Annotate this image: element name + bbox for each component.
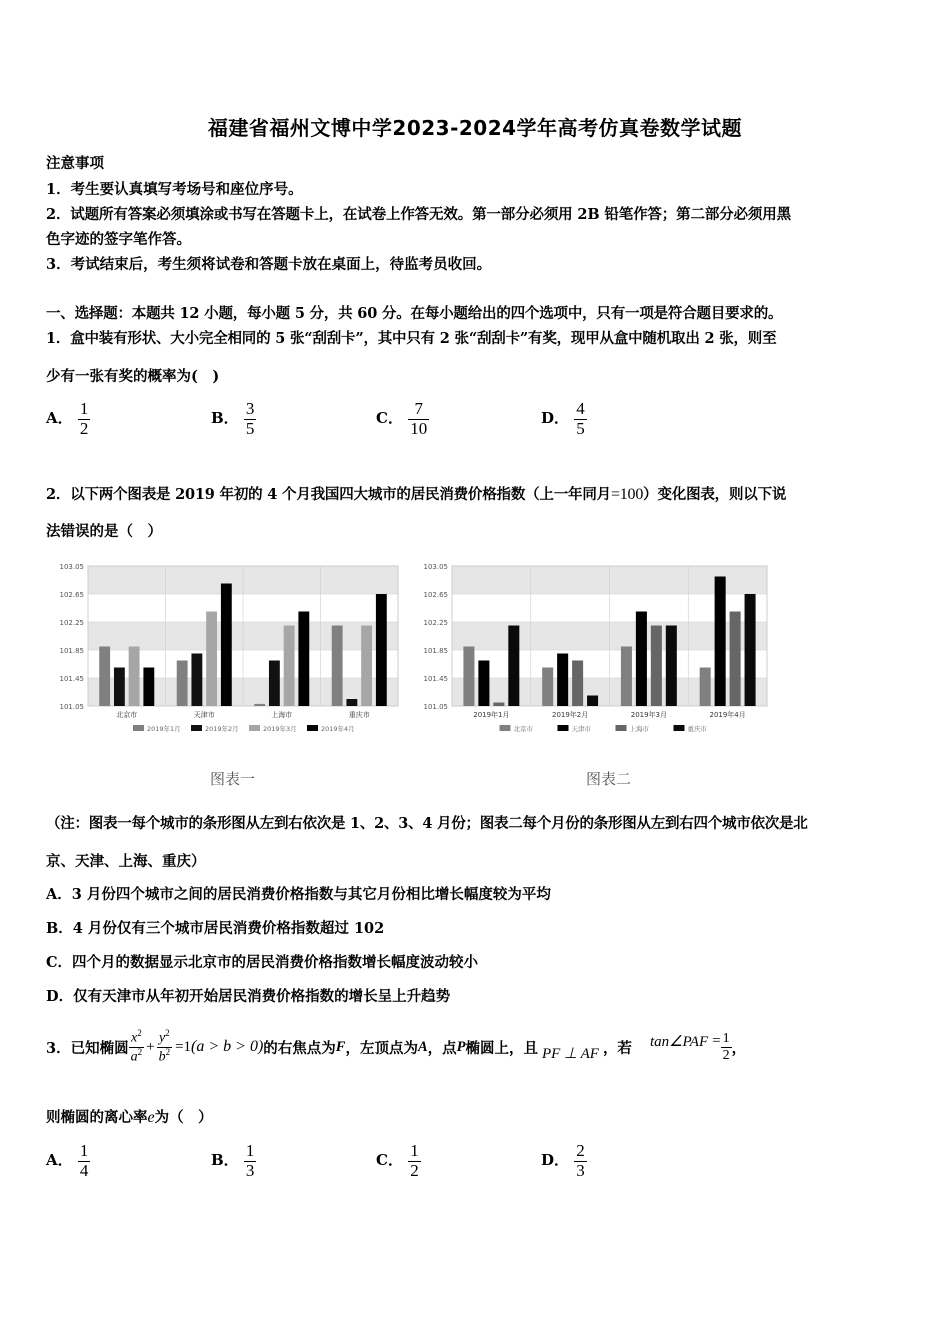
legend-swatch	[500, 725, 511, 731]
q2-note-line1: （注：图表一每个城市的条形图从左到右依次是 1、2、3、4 月份；图表二每个月份的条形图从左到右四个城市依次是北	[46, 815, 808, 832]
q2-note-line2: 京、天津、上海、重庆）	[46, 853, 206, 870]
chart-one-caption: 图表一	[210, 770, 256, 788]
bar	[478, 661, 489, 707]
bar	[269, 661, 280, 707]
bar	[206, 612, 217, 707]
bar	[508, 626, 519, 707]
q1-option-d[interactable]	[541, 400, 587, 438]
option-fraction: $\frac{7}{10}$	[410, 399, 428, 438]
legend-swatch	[674, 725, 685, 731]
y-tick-label: 103.05	[59, 563, 84, 571]
notice-item-2: 2．试题所有答案必须填涂或书写在答题卡上，在试卷上作答无效。第一部分必须用 2B 铅笔作答；第二部分必须用黑	[46, 206, 791, 223]
legend-label: 天津市	[571, 725, 591, 733]
q2-stem-line1: 2．以下两个图表是 2019 年初的 4 个月我国四大城市的居民消费价格指数（上一年同月=100）变化图表，则以下说	[46, 486, 787, 503]
legend-label: 北京市	[513, 725, 533, 733]
option-fraction: $\frac{1}{3}$	[245, 1141, 255, 1180]
x-tick-label: 2019年2月	[551, 711, 589, 719]
section-heading: 一、选择题：本题共 12 小题，每小题 5 分，共 60 分。在每小题给出的四个选项中，只有一项是符合题目要求的。	[46, 305, 783, 322]
q3-option-b[interactable]	[211, 1142, 256, 1180]
option-fraction: $\frac{1}{2}$	[79, 399, 89, 438]
q3-option-a[interactable]	[46, 1142, 90, 1180]
option-fraction: $\frac{2}{3}$	[576, 1141, 585, 1180]
bar	[191, 654, 202, 707]
ellipse-y-term: $\frac{y^2}{b^2}$	[158, 1028, 171, 1065]
x-tick-label: 2019年3月	[630, 711, 668, 719]
q1-option-c[interactable]	[376, 400, 429, 438]
q2-stem-line2: 法错误的是（ ）	[46, 523, 162, 540]
q1-stem-line2: 少有一张有奖的概率为( )	[46, 368, 220, 385]
bar	[114, 668, 125, 707]
q3-stem-line1: 3．已知椭圆 $\frac{x^2}{a^2}$ + $\frac{y^2}{b^2}$ =1 (a > b > 0) 的右焦点为 F ，左顶点为 A ，点 P 椭圆上，且 PF ⊥ AF ，若 tan∠PAF = $\frac{1}{2}$ ，	[46, 1028, 747, 1065]
q1-option-b[interactable]	[211, 400, 256, 438]
bar	[284, 626, 295, 707]
q2-option-a[interactable]: A．3 月份四个城市之间的居民消费价格指数与其它月份相比增长幅度较为平均	[46, 886, 551, 903]
option-label: A．	[46, 1151, 73, 1170]
x-tick-label: 2019年4月	[709, 711, 746, 719]
bar	[730, 612, 741, 707]
legend-label: 2019年3月	[263, 725, 297, 733]
y-tick-label: 103.05	[423, 563, 448, 571]
y-tick-label: 102.65	[423, 591, 448, 599]
x-tick-label: 重庆市	[348, 711, 370, 719]
bar	[346, 699, 357, 706]
option-label: D．	[541, 409, 570, 428]
y-tick-label: 102.65	[59, 591, 84, 599]
option-label: C．	[376, 1151, 403, 1170]
bar	[572, 661, 583, 707]
legend-swatch	[191, 725, 202, 731]
y-tick-label: 102.25	[423, 619, 448, 627]
bar	[715, 577, 726, 707]
legend-label: 2019年1月	[147, 725, 181, 733]
x-tick-label: 天津市	[193, 711, 215, 719]
bar	[298, 612, 309, 707]
y-tick-label: 101.05	[59, 703, 84, 711]
ellipse-x-term: $\frac{x^2}{a^2}$	[130, 1028, 143, 1065]
legend-label: 2019年4月	[321, 725, 355, 733]
bar	[129, 647, 140, 707]
legend-swatch	[307, 725, 318, 731]
q2-option-b[interactable]: B．4 月份仅有三个城市居民消费价格指数超过 102	[46, 920, 385, 937]
q3-option-d[interactable]	[541, 1142, 587, 1180]
legend-swatch	[558, 725, 569, 731]
x-tick-label: 北京市	[116, 711, 138, 719]
legend-label: 上海市	[629, 725, 649, 733]
bar	[542, 668, 553, 707]
option-fraction: $\frac{1}{4}$	[79, 1141, 89, 1180]
legend-label: 2019年2月	[205, 725, 239, 733]
option-label: C．	[376, 409, 403, 428]
notice-heading: 注意事项	[46, 155, 104, 172]
bar	[621, 647, 632, 707]
bar	[557, 654, 568, 707]
tan-value-fraction: $\frac{1}{2}$	[722, 1031, 730, 1063]
x-tick-label: 2019年1月	[473, 711, 510, 719]
y-tick-label: 101.45	[423, 675, 448, 683]
bar	[361, 626, 372, 707]
option-fraction: $\frac{3}{5}$	[245, 399, 255, 438]
q3-option-c[interactable]	[376, 1142, 421, 1180]
bar	[143, 668, 154, 707]
page-title: 福建省福州文博中学2023-2024学年高考仿真卷数学试题	[207, 116, 743, 140]
bar	[99, 647, 110, 707]
bar	[463, 647, 474, 707]
bar	[493, 703, 504, 707]
q3-stem-line2: 则椭圆的离心率e为（ ）	[46, 1109, 213, 1126]
chart-two-caption: 图表二	[586, 770, 632, 788]
bar	[636, 612, 647, 707]
option-fraction: $\frac{4}{5}$	[576, 399, 585, 438]
q1-stem-line1: 1．盒中装有形状、大小完全相同的 5 张“刮刮卡”，其中只有 2 张“刮刮卡”有奖，现甲从盒中随机取出 2 张，则至	[46, 330, 777, 347]
bar	[587, 696, 598, 707]
chart-one	[46, 558, 406, 743]
y-tick-label: 101.05	[423, 703, 448, 711]
option-label: B．	[211, 1151, 239, 1170]
bar	[700, 668, 711, 707]
q1-option-a[interactable]	[46, 400, 90, 438]
option-label: D．	[541, 1151, 570, 1170]
bar	[177, 661, 188, 707]
bar	[221, 584, 232, 707]
notice-item-2-cont: 色字迹的签字笔作答。	[46, 231, 191, 248]
option-label: A．	[46, 409, 73, 428]
bar	[332, 626, 343, 707]
legend-label: 重庆市	[687, 725, 707, 733]
q2-option-c[interactable]: C．四个月的数据显示北京市的居民消费价格指数增长幅度波动较小	[46, 954, 479, 971]
y-tick-label: 102.25	[59, 619, 84, 627]
y-tick-label: 101.85	[423, 647, 448, 655]
legend-swatch	[133, 725, 144, 731]
bar	[651, 626, 662, 707]
option-fraction: $\frac{1}{2}$	[410, 1141, 419, 1180]
q2-option-d[interactable]: D．仅有天津市从年初开始居民消费价格指数的增长呈上升趋势	[46, 988, 451, 1005]
legend-swatch	[616, 725, 627, 731]
option-label: B．	[211, 409, 239, 428]
bar	[376, 594, 387, 706]
x-tick-label: 上海市	[271, 711, 293, 719]
bar	[254, 704, 265, 706]
y-tick-label: 101.85	[59, 647, 84, 655]
notice-item-3: 3．考试结束后，考生须将试卷和答题卡放在桌面上，待监考员收回。	[46, 256, 492, 273]
bar	[666, 626, 677, 707]
bar	[745, 594, 756, 706]
notice-item-1: 1．考生要认真填写考场号和座位序号。	[46, 181, 303, 198]
legend-swatch	[249, 725, 260, 731]
chart-two	[410, 558, 780, 743]
y-tick-label: 101.45	[59, 675, 84, 683]
